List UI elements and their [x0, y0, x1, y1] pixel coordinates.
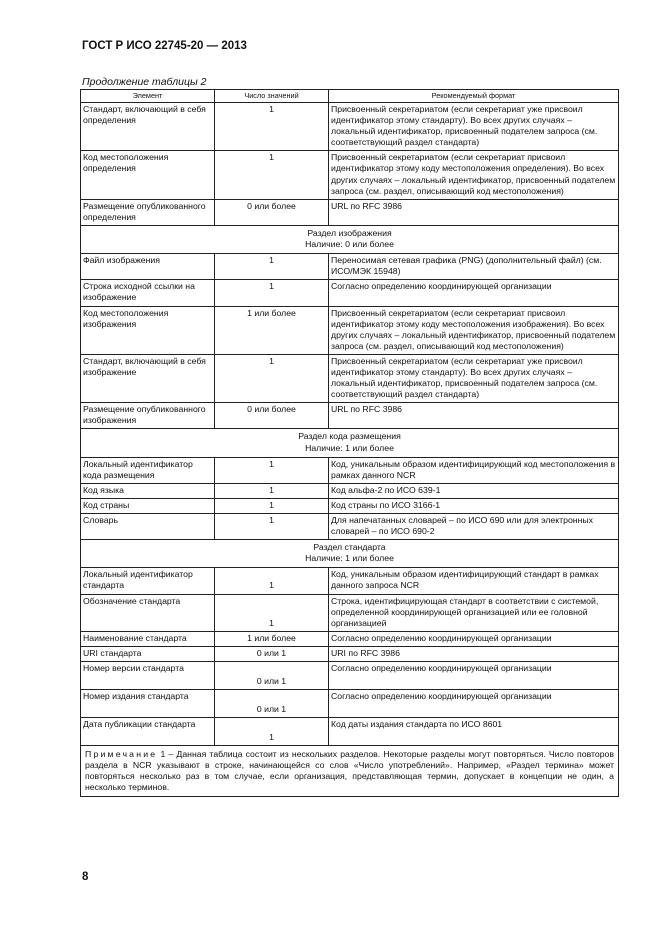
format-cell: Код страны по ИСО 3166-1: [329, 498, 619, 513]
table-row: [81, 103, 619, 151]
table-row: [81, 354, 619, 402]
format-cell: Код, уникальным образом идентифицирующий стандарт в рамках данного запроса NCR: [329, 568, 619, 594]
count-cell: 1: [215, 280, 329, 306]
count-cell: 1: [215, 103, 329, 151]
format-cell: Переносимая сетевая графика (PNG) (дополнительный файл) (см. ИСО/МЭК 15948): [329, 254, 619, 280]
count-cell: 1: [215, 594, 329, 631]
element-cell: Обозначение стандарта: [81, 594, 215, 631]
element-cell: Локальный идентификатор кода размещения: [81, 457, 215, 483]
requirements-table: [80, 89, 619, 797]
section-header-image: [81, 225, 619, 253]
element-cell: Номер издания стандарта: [81, 690, 215, 718]
table-row: [81, 631, 619, 646]
table-row: [81, 498, 619, 513]
section-header-row: [81, 225, 619, 253]
section-presence: Наличие: 1 или более: [305, 553, 394, 564]
column-header-format: Рекомендуемый формат: [329, 90, 619, 103]
note-label: Примечание: [85, 749, 158, 760]
table-row: [81, 594, 619, 631]
format-cell: URL по RFC 3986: [329, 199, 619, 225]
count-cell: 0 или 1: [215, 662, 329, 690]
table-row: [81, 199, 619, 225]
element-cell: Стандарт, включающий в себя определения: [81, 103, 215, 151]
format-cell: Присвоенный секретариатом (если секретариат присвоил идентификатор этому коду местоположения изображения). Во всех других случаях – локальный идентификатор, присвоенный подателем запроса (см. раздел, описывающий код местоположения): [329, 306, 619, 354]
element-cell: Файл изображения: [81, 254, 215, 280]
document-header: ГОСТ Р ИСО 22745-20 — 2013: [82, 40, 247, 52]
element-cell: Дата публикации стандарта: [81, 718, 215, 746]
table-row: [81, 514, 619, 540]
format-cell: Для напечатанных словарей – по ИСО 690 или для электронных словарей – по ИСО 690-2: [329, 514, 619, 540]
section-title: Раздел кода размещения: [298, 431, 401, 442]
format-cell: Согласно определению координирующей организации: [329, 280, 619, 306]
table-row: [81, 646, 619, 661]
note-text: 1 – Данная таблица состоит из нескольких разделов. Некоторые разделы могут повторяться. Число повторов раздела в NCR указывают в строке, начинающейся со слов «Число употреблений». Например, «Раздел термина» может повторяться несколько раз в том случае, если организация, представляющая термин, допускает в концепции не один, а несколько терминов.: [85, 749, 614, 793]
column-header-element: Элемент: [81, 90, 215, 103]
format-cell: Код, уникальным образом идентифицирующий код местоположения в рамках данного NCR: [329, 457, 619, 483]
element-cell: Код местоположения изображения: [81, 306, 215, 354]
column-header-count: Число значений: [215, 90, 329, 103]
section-header-row: [81, 540, 619, 568]
page-number: 8: [82, 871, 89, 883]
table-row: [81, 457, 619, 483]
table-row: [81, 568, 619, 594]
section-presence: Наличие: 0 или более: [305, 239, 394, 250]
count-cell: 1: [215, 254, 329, 280]
element-cell: Размещение опубликованного изображения: [81, 403, 215, 429]
section-title: Раздел стандарта: [313, 542, 386, 553]
table-row: [81, 483, 619, 498]
format-cell: Присвоенный секретариатом (если секретариат уже присвоил идентификатор этому стандарту). Во всех других случаях – локальный идентификатор, присвоенный подателем запроса (см. соответствующий раздел стандарта): [329, 103, 619, 151]
section-header-placement: [81, 429, 619, 457]
format-cell: Код даты издания стандарта по ИСО 8601: [329, 718, 619, 746]
count-cell: 1: [215, 514, 329, 540]
count-cell: 0 или 1: [215, 646, 329, 661]
format-cell: Строка, идентифицирующая стандарт в соответствии с системой, определенной координирующей организацией или ее головной организацией: [329, 594, 619, 631]
section-header-row: [81, 429, 619, 457]
count-cell: 1: [215, 354, 329, 402]
section-header-standard: [81, 540, 619, 568]
table-row: [81, 280, 619, 306]
table-row: [81, 662, 619, 690]
count-cell: 1 или более: [215, 631, 329, 646]
note-row: [81, 746, 619, 797]
element-cell: Номер версии стандарта: [81, 662, 215, 690]
table-row: [81, 254, 619, 280]
format-cell: URI по RFC 3986: [329, 646, 619, 661]
element-cell: Код местоположения определения: [81, 151, 215, 199]
count-cell: 1: [215, 568, 329, 594]
format-cell: Согласно определению координирующей организации: [329, 662, 619, 690]
element-cell: Словарь: [81, 514, 215, 540]
count-cell: 1 или более: [215, 306, 329, 354]
count-cell: 0 или более: [215, 199, 329, 225]
section-presence: Наличие: 1 или более: [305, 442, 394, 453]
format-cell: Согласно определению координирующей организации: [329, 690, 619, 718]
table-header-row: [81, 90, 619, 103]
element-cell: Локальный идентификатор стандарта: [81, 568, 215, 594]
table-row: [81, 151, 619, 199]
count-cell: 1: [215, 483, 329, 498]
element-cell: Размещение опубликованного определения: [81, 199, 215, 225]
format-cell: Согласно определению координирующей организации: [329, 631, 619, 646]
table-row: [81, 306, 619, 354]
count-cell: 1: [215, 457, 329, 483]
section-title: Раздел изображения: [307, 227, 392, 238]
element-cell: URI стандарта: [81, 646, 215, 661]
format-cell: Присвоенный секретариатом (если секретариат уже присвоил идентификатор этому стандарту). Во всех других случаях – локальный идентификатор, присвоенный подателем запроса (см. соответствующий раздел стандарта): [329, 354, 619, 402]
count-cell: 1: [215, 151, 329, 199]
element-cell: Наименование стандарта: [81, 631, 215, 646]
table-row: [81, 690, 619, 718]
count-cell: 1: [215, 498, 329, 513]
table-caption: Продолжение таблицы 2: [82, 76, 207, 88]
element-cell: Код языка: [81, 483, 215, 498]
format-cell: Код альфа-2 по ИСО 639-1: [329, 483, 619, 498]
element-cell: Строка исходной ссылки на изображение: [81, 280, 215, 306]
element-cell: Стандарт, включающий в себя изображение: [81, 354, 215, 402]
count-cell: 1: [215, 718, 329, 746]
count-cell: 0 или более: [215, 403, 329, 429]
table-row: [81, 403, 619, 429]
format-cell: Присвоенный секретариатом (если секретариат присвоил идентификатор этому коду местоположения определения). Во всех других случаях – локальный идентификатор, присвоенный подателем запроса (см. раздел, описывающий код местоположения): [329, 151, 619, 199]
element-cell: Код страны: [81, 498, 215, 513]
format-cell: URL по RFC 3986: [329, 403, 619, 429]
table-note: [81, 746, 619, 797]
table-row: [81, 718, 619, 746]
count-cell: 0 или 1: [215, 690, 329, 718]
